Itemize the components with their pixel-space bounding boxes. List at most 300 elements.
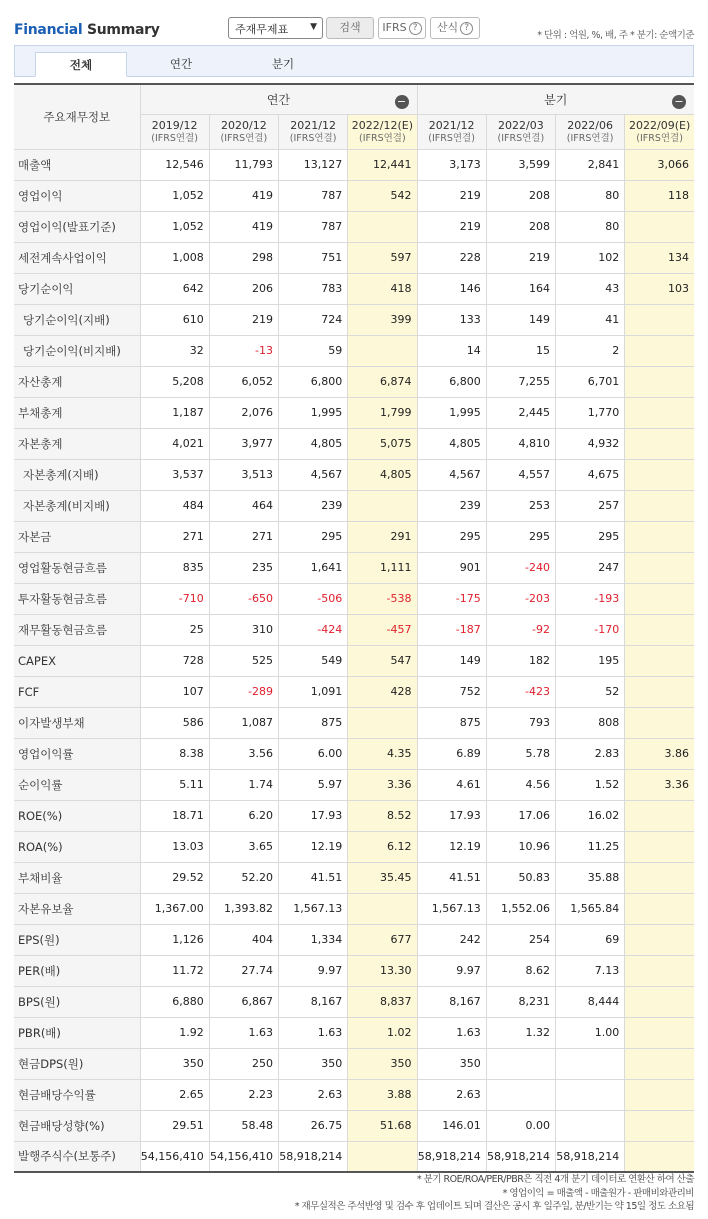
row-label: 세전계속사업이익 (14, 242, 140, 273)
table-cell (348, 1141, 417, 1172)
table-cell: 29.51 (140, 1110, 209, 1141)
table-row (14, 366, 694, 397)
tab-all[interactable]: 전체 (35, 52, 127, 77)
row-label: 당기순이익 (14, 273, 140, 304)
table-cell: 1.74 (209, 769, 278, 800)
table-cell (625, 831, 694, 862)
period-header (209, 114, 278, 149)
table-cell: 1.02 (348, 1017, 417, 1048)
table-cell: 41 (556, 304, 625, 335)
table-cell: 27.74 (209, 955, 278, 986)
table-cell: 8.52 (348, 800, 417, 831)
table-cell: 835 (140, 552, 209, 583)
table-cell: 133 (417, 304, 486, 335)
period-basis: (IFRS연결) (566, 132, 614, 144)
row-label: BPS(원) (14, 986, 140, 1017)
table-cell: 1,087 (209, 707, 278, 738)
table-cell: 901 (417, 552, 486, 583)
page-title (14, 22, 160, 38)
row-header: 주요재무정보 (14, 84, 140, 149)
table-row (14, 676, 694, 707)
chevron-down-icon: ▼ (310, 22, 317, 32)
table-cell: 2.63 (417, 1079, 486, 1110)
table-row (14, 490, 694, 521)
table-cell: 1.63 (209, 1017, 278, 1048)
table-row (14, 459, 694, 490)
period-year: 2022/03 (498, 118, 544, 132)
row-label: 영업이익률 (14, 738, 140, 769)
table-row (14, 180, 694, 211)
statement-type-select[interactable] (228, 17, 323, 39)
table-cell: 295 (279, 521, 348, 552)
table-cell: 350 (417, 1048, 486, 1079)
table-cell: 102 (556, 242, 625, 273)
table-cell: 107 (140, 676, 209, 707)
period-basis: (IFRS연결) (220, 132, 268, 144)
table-cell (625, 366, 694, 397)
row-label: CAPEX (14, 645, 140, 676)
table-cell: -650 (209, 583, 278, 614)
table-cell (625, 955, 694, 986)
quarter-group-header (417, 84, 694, 114)
table-row (14, 583, 694, 614)
table-cell: 1,052 (140, 180, 209, 211)
table-cell (625, 800, 694, 831)
collapse-annual-icon[interactable]: − (395, 95, 409, 109)
table-cell: 1,367.00 (140, 893, 209, 924)
table-cell: 1.92 (140, 1017, 209, 1048)
table-cell: 208 (486, 180, 555, 211)
table-cell (625, 986, 694, 1017)
table-cell: 239 (417, 490, 486, 521)
table-cell: -506 (279, 583, 348, 614)
table-cell: 3.86 (625, 738, 694, 769)
period-basis: (IFRS연결) (428, 132, 475, 144)
table-cell: 6,800 (417, 366, 486, 397)
table-cell (625, 490, 694, 521)
table-cell: 6,800 (279, 366, 348, 397)
table-cell: 1,799 (348, 397, 417, 428)
table-cell: 12,441 (348, 149, 417, 180)
row-label: 발행주식수(보통주) (14, 1141, 140, 1172)
table-cell: 2.23 (209, 1079, 278, 1110)
table-row (14, 397, 694, 428)
row-label: 매출액 (14, 149, 140, 180)
table-cell: 6.00 (279, 738, 348, 769)
unit-note: * 단위 : 억원, %, 배, 주 * 분기: 순액기준 (537, 30, 694, 41)
financial-summary-table (14, 83, 694, 1173)
table-cell: 350 (140, 1048, 209, 1079)
table-cell: 6,701 (556, 366, 625, 397)
help-icon: ? (460, 22, 473, 35)
period-header (625, 114, 694, 149)
table-cell: 597 (348, 242, 417, 273)
table-cell (348, 490, 417, 521)
table-cell: 235 (209, 552, 278, 583)
table-cell: 2,841 (556, 149, 625, 180)
table-cell: 29.52 (140, 862, 209, 893)
table-cell: -175 (417, 583, 486, 614)
table-cell: 1,334 (279, 924, 348, 955)
table-cell: 2.65 (140, 1079, 209, 1110)
table-cell: 257 (556, 490, 625, 521)
table-cell: 41.51 (279, 862, 348, 893)
table-cell: 3,173 (417, 149, 486, 180)
table-cell: 58,918,214 (417, 1141, 486, 1172)
table-cell: 195 (556, 645, 625, 676)
table-cell: 206 (209, 273, 278, 304)
table-cell: 875 (279, 707, 348, 738)
table-row (14, 614, 694, 645)
table-row (14, 1110, 694, 1141)
table-cell (348, 211, 417, 242)
table-cell: 239 (279, 490, 348, 521)
period-year: 2020/12 (221, 118, 267, 132)
period-header (279, 114, 348, 149)
table-cell: 525 (209, 645, 278, 676)
table-cell: 182 (486, 645, 555, 676)
table-row (14, 645, 694, 676)
table-cell: 15 (486, 335, 555, 366)
row-label: 순이익률 (14, 769, 140, 800)
table-cell: 8,444 (556, 986, 625, 1017)
table-cell (486, 1048, 555, 1079)
table-cell: 25 (140, 614, 209, 645)
period-year: 2022/09(E) (629, 118, 691, 132)
table-cell: 250 (209, 1048, 278, 1079)
table-cell: 610 (140, 304, 209, 335)
row-label: 자본총계(비지배) (14, 490, 140, 521)
ifrs-label: IFRS (382, 21, 407, 34)
table-row (14, 428, 694, 459)
table-cell: -457 (348, 614, 417, 645)
table-cell: 4,567 (279, 459, 348, 490)
table-cell: 542 (348, 180, 417, 211)
formula-help-button[interactable] (430, 17, 480, 39)
table-cell: 3.36 (625, 769, 694, 800)
table-cell (625, 459, 694, 490)
table-cell: 13.30 (348, 955, 417, 986)
table-row (14, 769, 694, 800)
table-cell: 18.71 (140, 800, 209, 831)
table-cell: 295 (417, 521, 486, 552)
period-year: 2021/12 (428, 118, 475, 132)
table-cell: 642 (140, 273, 209, 304)
table-cell (625, 1079, 694, 1110)
table-cell: 11,793 (209, 149, 278, 180)
table-cell: 13,127 (279, 149, 348, 180)
table-row (14, 986, 694, 1017)
table-cell: 1.52 (556, 769, 625, 800)
search-button[interactable]: 검색 (326, 17, 374, 39)
table-cell: 4,805 (417, 428, 486, 459)
table-cell: -13 (209, 335, 278, 366)
period-tabs (14, 45, 694, 77)
table-cell (625, 304, 694, 335)
table-cell: 219 (486, 242, 555, 273)
row-label: 자본총계 (14, 428, 140, 459)
tab-quarter[interactable]: 분기 (271, 57, 295, 71)
table-cell (625, 1110, 694, 1141)
table-cell: 7.13 (556, 955, 625, 986)
period-basis: (IFRS연결) (151, 132, 198, 144)
table-cell: 1,187 (140, 397, 209, 428)
table-cell: 4,675 (556, 459, 625, 490)
row-label: EPS(원) (14, 924, 140, 955)
table-row (14, 862, 694, 893)
table-row (14, 242, 694, 273)
table-cell: 4.35 (348, 738, 417, 769)
table-cell: 3,066 (625, 149, 694, 180)
table-cell: 3,513 (209, 459, 278, 490)
table-cell: 52.20 (209, 862, 278, 893)
table-cell: 1.63 (279, 1017, 348, 1048)
table-cell: 7,255 (486, 366, 555, 397)
table-cell: 10.96 (486, 831, 555, 862)
table-cell: 2.63 (279, 1079, 348, 1110)
row-label: 부채총계 (14, 397, 140, 428)
table-cell: 549 (279, 645, 348, 676)
table-cell: 875 (417, 707, 486, 738)
table-cell: 8,167 (417, 986, 486, 1017)
table-cell: 3,977 (209, 428, 278, 459)
row-label: 영업이익 (14, 180, 140, 211)
table-cell: 547 (348, 645, 417, 676)
table-cell: 4,932 (556, 428, 625, 459)
period-year: 2022/06 (567, 118, 613, 132)
footnotes (295, 1173, 694, 1214)
tab-annual[interactable]: 연간 (169, 57, 193, 71)
table-cell: 1,567.13 (417, 893, 486, 924)
table-cell: 0.00 (486, 1110, 555, 1141)
help-icon: ? (409, 22, 422, 35)
table-cell: 6.89 (417, 738, 486, 769)
table-cell: 149 (486, 304, 555, 335)
table-cell: 3,537 (140, 459, 209, 490)
table-cell (625, 614, 694, 645)
table-cell: 271 (209, 521, 278, 552)
table-cell: 8,231 (486, 986, 555, 1017)
table-cell (625, 645, 694, 676)
table-cell: 5.78 (486, 738, 555, 769)
table-cell: 2 (556, 335, 625, 366)
table-cell: 9.97 (417, 955, 486, 986)
row-label: 자본총계(지배) (14, 459, 140, 490)
table-cell: -92 (486, 614, 555, 645)
table-cell: 17.93 (417, 800, 486, 831)
table-cell: 146 (417, 273, 486, 304)
table-cell: 3.65 (209, 831, 278, 862)
title-summary: Summary (86, 22, 160, 38)
table-cell: 1,126 (140, 924, 209, 955)
table-cell: 149 (417, 645, 486, 676)
table-cell: 50.83 (486, 862, 555, 893)
table-cell: 3.56 (209, 738, 278, 769)
table-cell: 484 (140, 490, 209, 521)
period-basis: (IFRS연결) (497, 132, 545, 144)
table-cell: 17.06 (486, 800, 555, 831)
row-label: 이자발생부채 (14, 707, 140, 738)
table-cell (625, 397, 694, 428)
footnote: * 분기 ROE/ROA/PER/PBR은 직전 4개 분기 데이터로 연환산 하여 산출 (416, 1174, 694, 1185)
table-cell: 219 (209, 304, 278, 335)
table-cell: 419 (209, 180, 278, 211)
table-cell: 103 (625, 273, 694, 304)
table-cell: -203 (486, 583, 555, 614)
table-cell: 253 (486, 490, 555, 521)
table-cell: 464 (209, 490, 278, 521)
table-cell: 1,565.84 (556, 893, 625, 924)
period-year: 2019/12 (151, 118, 198, 132)
table-cell: 787 (279, 211, 348, 242)
row-label: ROA(%) (14, 831, 140, 862)
table-cell: 6,880 (140, 986, 209, 1017)
period-header (486, 114, 555, 149)
table-cell (556, 1079, 625, 1110)
table-cell: 6,874 (348, 366, 417, 397)
table-row (14, 211, 694, 242)
table-cell (348, 707, 417, 738)
table-cell: 12,546 (140, 149, 209, 180)
table-cell: 11.72 (140, 955, 209, 986)
table-cell: 1,091 (279, 676, 348, 707)
table-cell: 298 (209, 242, 278, 273)
table-row (14, 955, 694, 986)
table-cell: 1,567.13 (279, 893, 348, 924)
table-cell: 1,995 (417, 397, 486, 428)
table-cell: 1,052 (140, 211, 209, 242)
table-cell: 350 (348, 1048, 417, 1079)
table-cell: 1.63 (417, 1017, 486, 1048)
row-label: 재무활동현금흐름 (14, 614, 140, 645)
table-cell: 1.00 (556, 1017, 625, 1048)
table-cell: 310 (209, 614, 278, 645)
table-row (14, 521, 694, 552)
table-cell: 6,052 (209, 366, 278, 397)
table-cell: 419 (209, 211, 278, 242)
table-row (14, 831, 694, 862)
table-cell: 728 (140, 645, 209, 676)
formula-label: 산식 (436, 21, 459, 34)
table-cell (625, 335, 694, 366)
table-cell: 4.56 (486, 769, 555, 800)
table-cell (348, 335, 417, 366)
row-label: 현금DPS(원) (14, 1048, 140, 1079)
table-cell: -193 (556, 583, 625, 614)
table-cell: 724 (279, 304, 348, 335)
table-cell (625, 1017, 694, 1048)
table-cell (625, 893, 694, 924)
table-row (14, 738, 694, 769)
annual-group-header (140, 84, 417, 114)
table-cell: 3.36 (348, 769, 417, 800)
table-cell: 1,111 (348, 552, 417, 583)
table-cell: 146.01 (417, 1110, 486, 1141)
table-row (14, 1048, 694, 1079)
table-cell: 4,810 (486, 428, 555, 459)
table-cell: 1,641 (279, 552, 348, 583)
table-cell: -187 (417, 614, 486, 645)
table-cell: 54,156,410 (140, 1141, 209, 1172)
table-cell: 295 (486, 521, 555, 552)
row-label: 현금배당성향(%) (14, 1110, 140, 1141)
table-cell: 254 (486, 924, 555, 955)
table-cell: 14 (417, 335, 486, 366)
table-cell: 350 (279, 1048, 348, 1079)
table-cell: 6.20 (209, 800, 278, 831)
table-cell: 8,167 (279, 986, 348, 1017)
table-cell: 54,156,410 (209, 1141, 278, 1172)
table-cell: 5,075 (348, 428, 417, 459)
period-year: 2022/12(E) (351, 118, 413, 132)
period-basis: (IFRS연결) (359, 132, 406, 144)
table-cell (556, 1110, 625, 1141)
row-label: 현금배당수익률 (14, 1079, 140, 1110)
row-label: 자본금 (14, 521, 140, 552)
table-cell: 80 (556, 211, 625, 242)
table-row (14, 707, 694, 738)
ifrs-help-button[interactable] (378, 17, 426, 39)
table-cell: 35.45 (348, 862, 417, 893)
table-row (14, 1017, 694, 1048)
table-cell (625, 552, 694, 583)
row-label: 자산총계 (14, 366, 140, 397)
table-cell: 4.61 (417, 769, 486, 800)
row-label: ROE(%) (14, 800, 140, 831)
table-row (14, 273, 694, 304)
table-cell: -240 (486, 552, 555, 583)
table-cell (625, 583, 694, 614)
quarter-group-label: 분기 (544, 92, 568, 107)
table-cell: 58,918,214 (556, 1141, 625, 1172)
table-cell: -170 (556, 614, 625, 645)
table-cell (625, 211, 694, 242)
table-row (14, 552, 694, 583)
table-cell: 247 (556, 552, 625, 583)
table-cell: 219 (417, 180, 486, 211)
table-cell: 1,552.06 (486, 893, 555, 924)
table-cell: 4,567 (417, 459, 486, 490)
row-label: 부채비율 (14, 862, 140, 893)
row-label: PER(배) (14, 955, 140, 986)
table-row (14, 1079, 694, 1110)
table-cell: 295 (556, 521, 625, 552)
table-cell: 428 (348, 676, 417, 707)
table-cell: 58.48 (209, 1110, 278, 1141)
table-cell: 26.75 (279, 1110, 348, 1141)
table-cell: 59 (279, 335, 348, 366)
table-cell: 586 (140, 707, 209, 738)
table-cell: 793 (486, 707, 555, 738)
annual-group-label: 연간 (266, 92, 291, 107)
table-cell (625, 924, 694, 955)
table-row (14, 149, 694, 180)
table-cell: 677 (348, 924, 417, 955)
footnote: * 재무실적은 주석반영 및 검수 후 업데이트 되며 결산은 공시 후 일주일, 분/반기는 약 15일 정도 소요됨 (294, 1201, 694, 1212)
table-cell (556, 1048, 625, 1079)
table-cell: 69 (556, 924, 625, 955)
table-cell: 3,599 (486, 149, 555, 180)
table-cell (625, 862, 694, 893)
table-cell: 2,445 (486, 397, 555, 428)
table-cell: 399 (348, 304, 417, 335)
table-cell: 13.03 (140, 831, 209, 862)
table-body (14, 149, 694, 1172)
table-cell: 404 (209, 924, 278, 955)
collapse-quarter-icon[interactable]: − (672, 95, 686, 109)
title-financial: Financial (14, 22, 83, 38)
table-cell: 752 (417, 676, 486, 707)
